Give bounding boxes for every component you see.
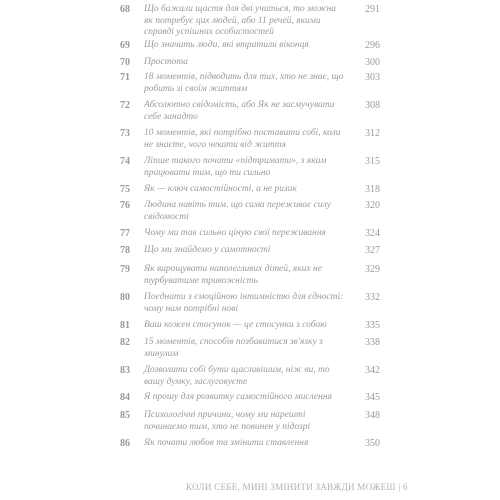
chapter-title: 18 моментів, підводить для тих, хто не знає, що робить зі своїм життям bbox=[144, 72, 344, 94]
chapter-title: Дозволити собі бути щасливішим, ніж ви, то вашу думку, заслуговуєте bbox=[144, 365, 330, 387]
page-number: 345 bbox=[365, 392, 380, 403]
page-number: 318 bbox=[365, 184, 380, 195]
chapter-title: Психологічні причини, чому ми нарешті починаємо тим, хто не повинен у підозрі bbox=[144, 410, 311, 432]
chapter-number: 85 bbox=[120, 410, 130, 421]
chapter-number: 80 bbox=[120, 292, 130, 303]
chapter-number: 74 bbox=[120, 156, 130, 167]
chapter-number: 79 bbox=[120, 264, 130, 275]
chapter-number: 76 bbox=[120, 200, 130, 211]
chapter-number: 84 bbox=[120, 392, 130, 403]
chapter-number: 86 bbox=[120, 438, 130, 449]
page-number: 308 bbox=[365, 100, 380, 111]
chapter-title: Абсолютно свідомість, або Як не засмучувати себе занадто bbox=[144, 100, 335, 122]
chapter-title: Людина навіть тим, що сама переживає силу свідомості bbox=[144, 200, 331, 222]
page-number: 348 bbox=[365, 410, 380, 421]
chapter-title: Що значить люди, які втратили віконця bbox=[144, 40, 309, 50]
page-number: 327 bbox=[365, 245, 380, 256]
chapter-number: 82 bbox=[120, 337, 130, 348]
page-number: 303 bbox=[365, 72, 380, 83]
chapter-number: 73 bbox=[120, 128, 130, 139]
chapter-number: 78 bbox=[120, 245, 130, 256]
page-number: 320 bbox=[365, 200, 380, 211]
chapter-title: Як почати любов та змінити ставлення bbox=[144, 438, 309, 448]
running-footer: КОЛИ СЕБЕ, МИНІ ЗМІНИТИ ЗАВЖДИ МОЖЕШ | 6 bbox=[186, 482, 408, 492]
page-number: 350 bbox=[365, 438, 380, 449]
page-number: 315 bbox=[365, 156, 380, 167]
chapter-number: 69 bbox=[120, 40, 130, 51]
chapter-number: 77 bbox=[120, 228, 130, 239]
chapter-number: 83 bbox=[120, 365, 130, 376]
chapter-title: Чому ми так сильно ціную свої переживання bbox=[144, 228, 326, 238]
chapter-title: Ваш кожен стосунок — це стосунки з собою bbox=[144, 320, 327, 330]
page-number: 300 bbox=[365, 57, 380, 68]
chapter-title: 15 моментів, способів позбавитися зв'язку з минулим bbox=[144, 337, 323, 359]
page-number: 338 bbox=[365, 337, 380, 348]
chapter-title: Як — ключ самостійності, а не ризик bbox=[144, 184, 297, 194]
page-number: 296 bbox=[365, 40, 380, 51]
chapter-number: 71 bbox=[120, 72, 130, 83]
chapter-number: 72 bbox=[120, 100, 130, 111]
page-number: 342 bbox=[365, 365, 380, 376]
chapter-number: 68 bbox=[120, 4, 130, 15]
page-number: 332 bbox=[365, 292, 380, 303]
chapter-title: Що бажали щастя для дві учиться, то можна як потребує цих людей, або 11 речей, якими справді успішних особистостей bbox=[144, 4, 337, 37]
chapter-title: Ліпше такого почати «підтримати», з яким працювати тим, що ти сильно bbox=[144, 156, 327, 178]
chapter-title: 10 моментів, які потрібно поставити собі, коли не знаєте, чого чекати від життя bbox=[144, 128, 341, 150]
chapter-number: 75 bbox=[120, 184, 130, 195]
page-number: 335 bbox=[365, 320, 380, 331]
chapter-title: Простота bbox=[144, 57, 188, 67]
page-number: 291 bbox=[365, 4, 380, 15]
chapter-number: 70 bbox=[120, 57, 130, 68]
chapter-title: Я прошу для розвитку самостійного мислення bbox=[144, 392, 332, 402]
chapter-title: Поєднати з ємоційною інтимністю для єдності: чому нам потрібні нові bbox=[144, 292, 344, 314]
chapter-title: Що ми знайдемо у самотності bbox=[144, 245, 271, 255]
chapter-number: 81 bbox=[120, 320, 130, 331]
page-number: 329 bbox=[365, 264, 380, 275]
page-number: 312 bbox=[365, 128, 380, 139]
page-number: 324 bbox=[365, 228, 380, 239]
chapter-title: Як вирощувати наполегливих дітей, яких не турбуватиме тривожність bbox=[144, 264, 322, 286]
